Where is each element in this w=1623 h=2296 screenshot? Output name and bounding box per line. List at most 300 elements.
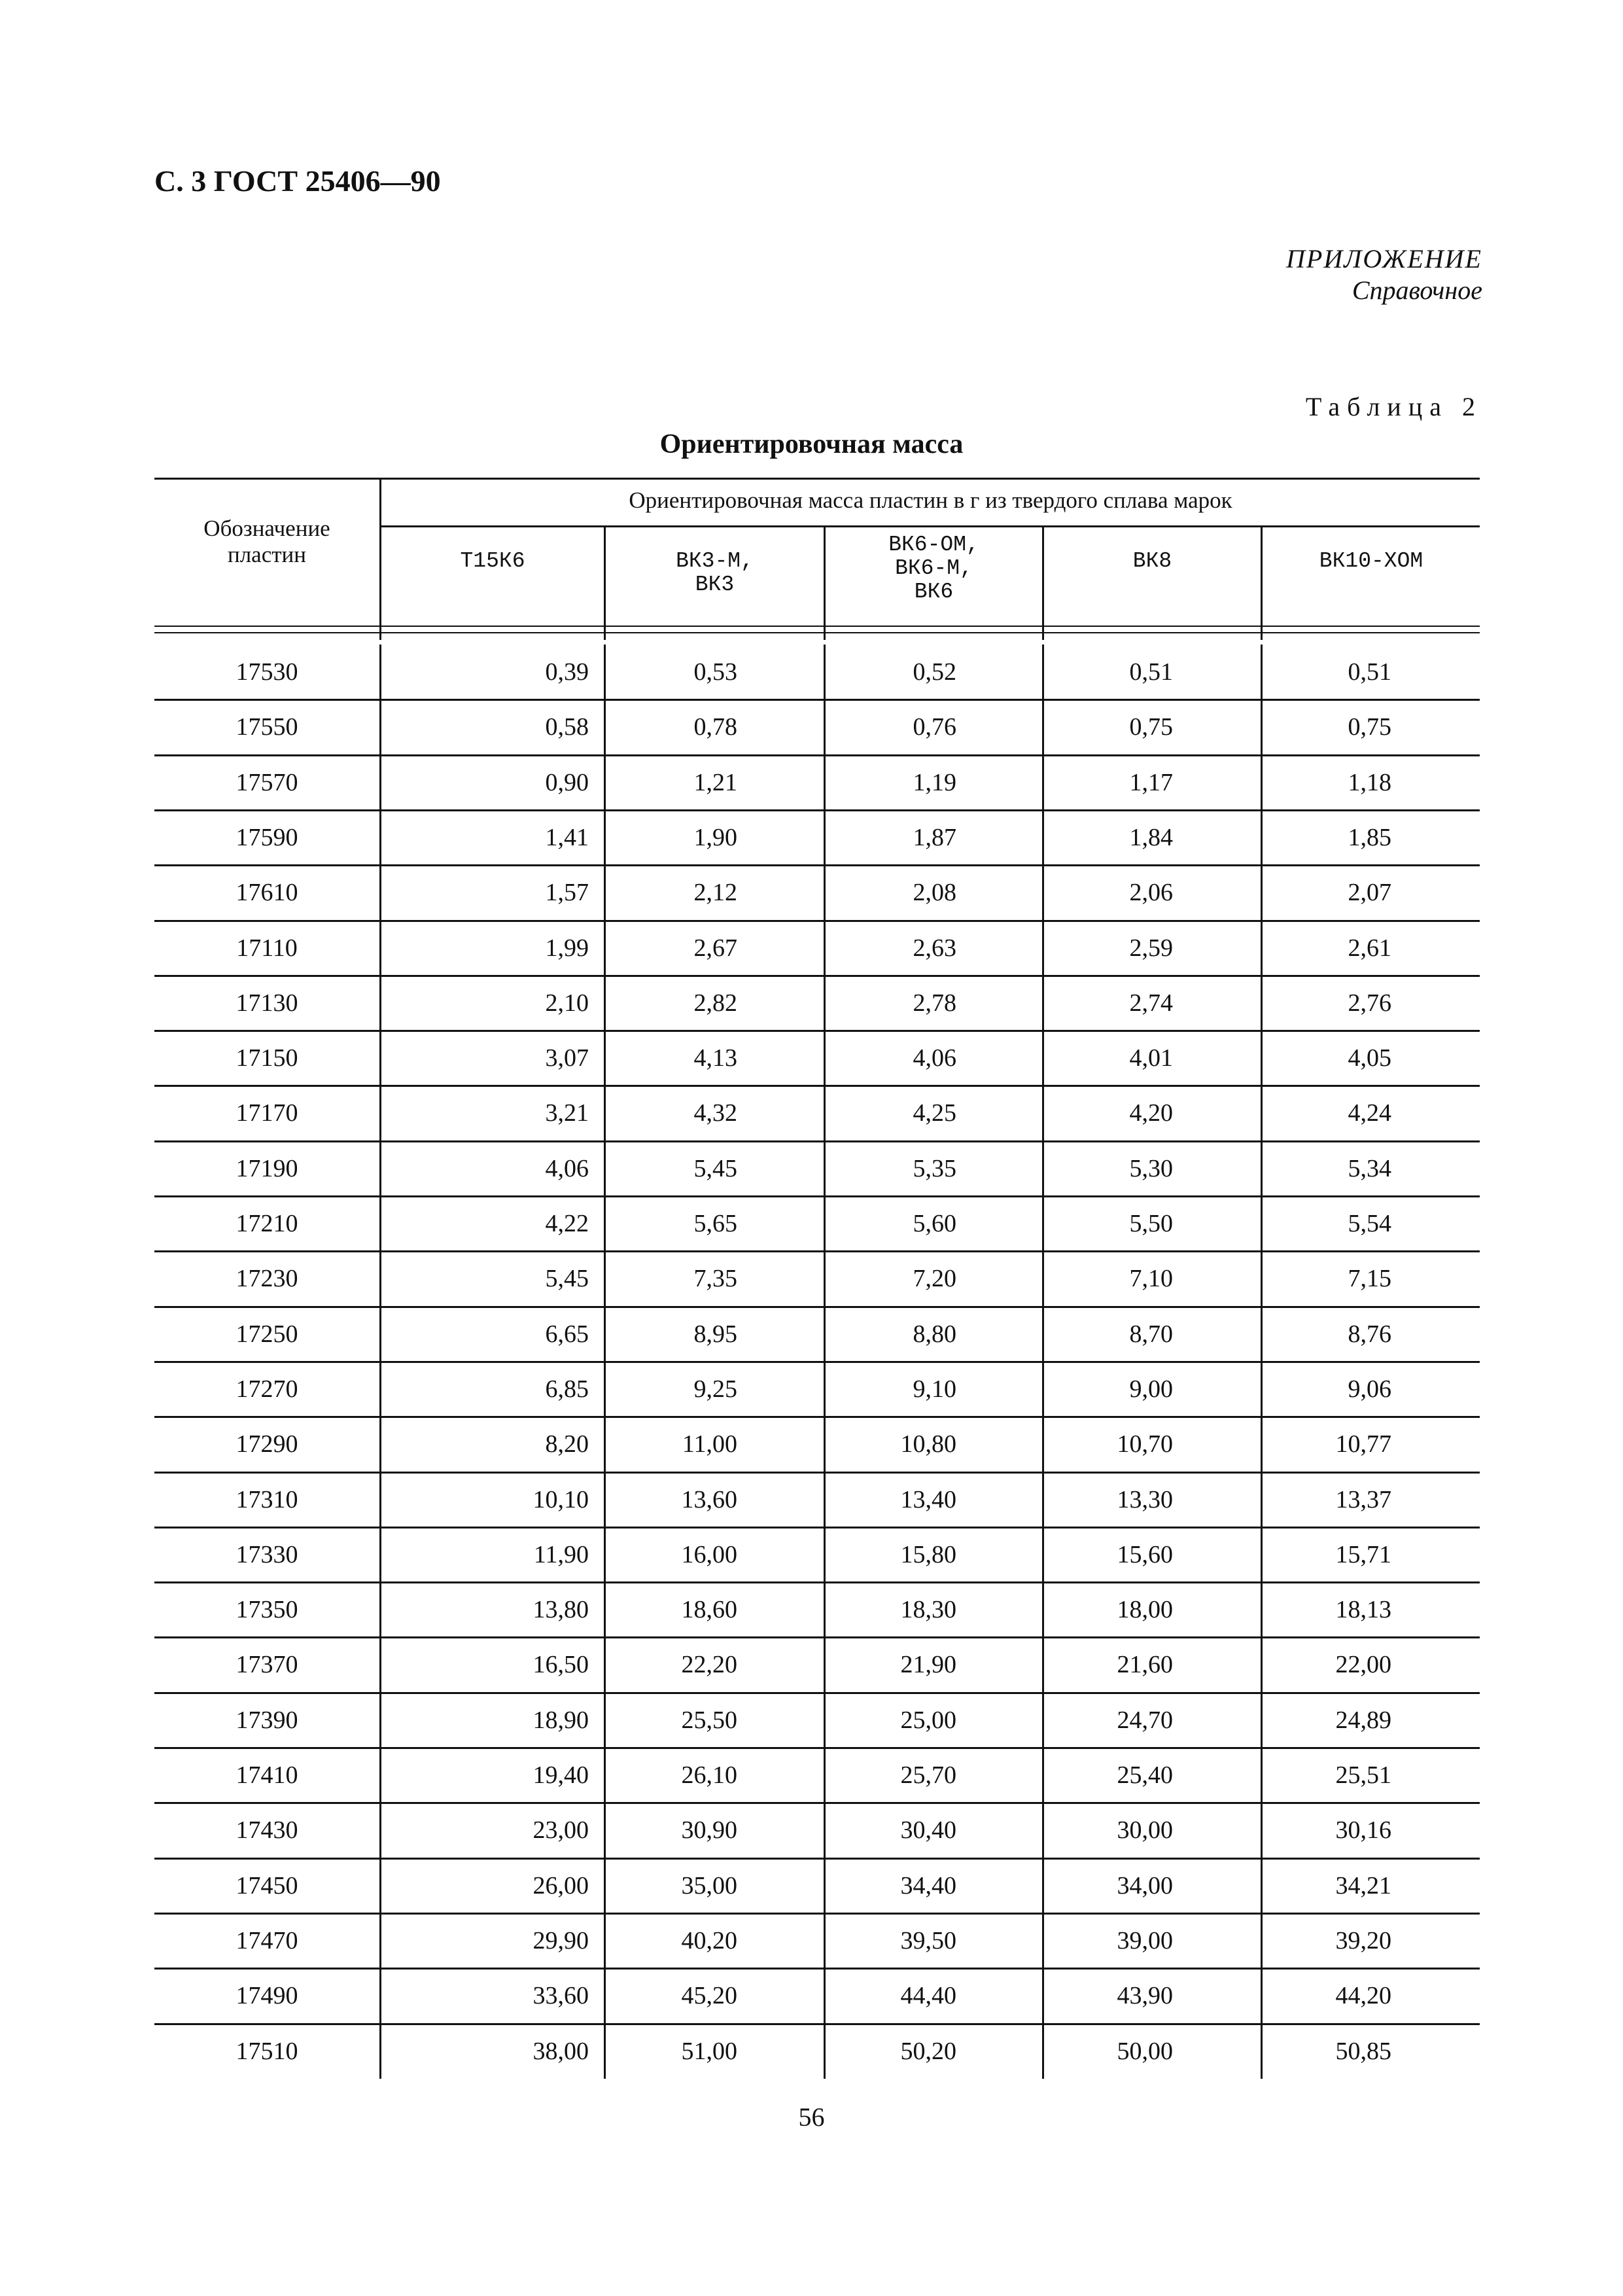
cell-plate-designation: 17250 bbox=[236, 1320, 298, 1348]
cell-mass-value: 5,45 bbox=[693, 1154, 737, 1182]
cell-mass-value: 10,77 bbox=[1335, 1430, 1391, 1458]
cell-mass-value: 50,85 bbox=[1335, 2037, 1391, 2065]
row-separator bbox=[154, 920, 1480, 922]
row-col-divider bbox=[604, 1472, 606, 1527]
row-separator bbox=[154, 864, 1480, 866]
row-col-divider bbox=[604, 1582, 606, 1637]
cell-mass-value: 39,20 bbox=[1335, 1926, 1391, 1954]
row-col-divider bbox=[604, 1141, 606, 1196]
cell-mass-value: 0,51 bbox=[1129, 658, 1173, 686]
cell-plate-designation: 17310 bbox=[236, 1485, 298, 1513]
row-col-divider bbox=[824, 1362, 826, 1417]
cell-mass-value: 18,90 bbox=[532, 1706, 589, 1734]
cell-mass-value: 9,10 bbox=[913, 1375, 956, 1403]
row-col-divider bbox=[1042, 1693, 1044, 1748]
row-col-divider bbox=[379, 1472, 381, 1527]
cell-mass-value: 1,18 bbox=[1348, 768, 1391, 796]
cell-mass-value: 25,00 bbox=[900, 1706, 956, 1734]
cell-mass-value: 1,84 bbox=[1129, 823, 1173, 851]
row-separator bbox=[154, 1361, 1480, 1363]
header-col-divider bbox=[1042, 525, 1044, 640]
row-col-divider bbox=[1042, 1637, 1044, 1692]
row-col-divider bbox=[604, 1362, 606, 1417]
row-separator bbox=[154, 1636, 1480, 1638]
row-col-divider bbox=[1261, 976, 1263, 1031]
cell-mass-value: 2,06 bbox=[1129, 879, 1173, 907]
row-col-divider bbox=[1261, 1582, 1263, 1637]
row-col-divider bbox=[604, 699, 606, 754]
cell-mass-value: 10,70 bbox=[1117, 1430, 1173, 1458]
cell-mass-value: 16,00 bbox=[681, 1540, 737, 1568]
cell-mass-value: 29,90 bbox=[532, 1926, 589, 1954]
row-col-divider bbox=[1261, 1913, 1263, 1968]
cell-mass-value: 1,19 bbox=[913, 768, 956, 796]
row-col-divider bbox=[604, 1086, 606, 1140]
row-col-divider bbox=[1261, 1196, 1263, 1251]
header-col-vk6: ВК6-ОМ, ВК6-М, ВК6 bbox=[888, 533, 979, 604]
cell-mass-value: 8,80 bbox=[913, 1320, 956, 1348]
row-col-divider bbox=[604, 976, 606, 1031]
cell-mass-value: 2,10 bbox=[545, 989, 589, 1017]
row-col-divider bbox=[604, 810, 606, 865]
cell-plate-designation: 17610 bbox=[236, 879, 298, 907]
row-col-divider bbox=[1042, 1968, 1044, 2023]
row-col-divider bbox=[824, 1582, 826, 1637]
cell-mass-value: 34,00 bbox=[1117, 1871, 1173, 1899]
row-col-divider bbox=[604, 645, 606, 699]
cell-mass-value: 5,30 bbox=[1129, 1154, 1173, 1182]
row-col-divider bbox=[604, 2024, 606, 2079]
row-col-divider bbox=[1042, 2024, 1044, 2079]
cell-mass-value: 1,90 bbox=[693, 823, 737, 851]
row-col-divider bbox=[604, 1417, 606, 1472]
row-col-divider bbox=[1261, 921, 1263, 976]
cell-mass-value: 1,85 bbox=[1348, 823, 1391, 851]
table-title: Ориентировочная масса bbox=[659, 429, 964, 459]
row-col-divider bbox=[604, 1968, 606, 2023]
cell-mass-value: 2,07 bbox=[1348, 879, 1391, 907]
row-separator bbox=[154, 1195, 1480, 1197]
cell-mass-value: 26,10 bbox=[681, 1761, 737, 1789]
row-col-divider bbox=[1261, 1472, 1263, 1527]
cell-mass-value: 8,76 bbox=[1348, 1320, 1391, 1348]
document-header-reference: С. 3 ГОСТ 25406—90 bbox=[154, 164, 441, 198]
cell-mass-value: 33,60 bbox=[532, 1982, 589, 2010]
row-col-divider bbox=[1042, 810, 1044, 865]
cell-mass-value: 2,82 bbox=[693, 989, 737, 1017]
cell-mass-value: 10,10 bbox=[532, 1485, 589, 1513]
row-col-divider bbox=[1042, 645, 1044, 699]
cell-mass-value: 18,00 bbox=[1117, 1596, 1173, 1624]
cell-mass-value: 34,21 bbox=[1335, 1871, 1391, 1899]
row-col-divider bbox=[1261, 865, 1263, 920]
row-col-divider bbox=[379, 1968, 381, 2023]
cell-mass-value: 35,00 bbox=[681, 1871, 737, 1899]
header-col-vk8: ВК8 bbox=[1132, 549, 1172, 573]
row-col-divider bbox=[824, 1527, 826, 1582]
row-col-divider bbox=[1042, 755, 1044, 810]
row-col-divider bbox=[1261, 1251, 1263, 1306]
appendix-subtitle: Справочное bbox=[1352, 275, 1482, 305]
row-separator bbox=[154, 1250, 1480, 1252]
cell-plate-designation: 17230 bbox=[236, 1265, 298, 1293]
row-col-divider bbox=[824, 699, 826, 754]
cell-plate-designation: 17350 bbox=[236, 1596, 298, 1624]
row-col-divider bbox=[824, 2024, 826, 2079]
table-number-label: Таблица 2 bbox=[1305, 392, 1482, 421]
row-col-divider bbox=[379, 755, 381, 810]
table-top-border bbox=[154, 478, 1480, 480]
row-col-divider bbox=[1261, 1693, 1263, 1748]
cell-plate-designation: 17210 bbox=[236, 1210, 298, 1237]
cell-mass-value: 30,40 bbox=[900, 1816, 956, 1845]
row-separator bbox=[154, 1802, 1480, 1804]
row-col-divider bbox=[604, 755, 606, 810]
cell-plate-designation: 17290 bbox=[236, 1430, 298, 1458]
row-col-divider bbox=[379, 1196, 381, 1251]
header-col-t15k6: Т15К6 bbox=[460, 549, 525, 573]
cell-plate-designation: 17490 bbox=[236, 1982, 298, 2010]
row-col-divider bbox=[379, 921, 381, 976]
row-col-divider bbox=[379, 1031, 381, 1086]
cell-mass-value: 5,34 bbox=[1348, 1154, 1391, 1182]
cell-plate-designation: 17150 bbox=[236, 1044, 298, 1072]
row-col-divider bbox=[824, 810, 826, 865]
row-col-divider bbox=[604, 1693, 606, 1748]
cell-plate-designation: 17530 bbox=[236, 658, 298, 686]
cell-mass-value: 30,16 bbox=[1335, 1816, 1391, 1845]
cell-mass-value: 9,25 bbox=[693, 1375, 737, 1403]
row-col-divider bbox=[1261, 1968, 1263, 2023]
cell-mass-value: 0,76 bbox=[913, 713, 956, 741]
cell-plate-designation: 17370 bbox=[236, 1651, 298, 1679]
row-col-divider bbox=[1042, 1196, 1044, 1251]
row-col-divider bbox=[1261, 1803, 1263, 1858]
cell-mass-value: 0,90 bbox=[545, 768, 589, 796]
row-col-divider bbox=[379, 699, 381, 754]
cell-mass-value: 50,00 bbox=[1117, 2037, 1173, 2065]
row-col-divider bbox=[604, 1196, 606, 1251]
row-col-divider bbox=[824, 921, 826, 976]
row-col-divider bbox=[379, 1637, 381, 1692]
row-col-divider bbox=[604, 1913, 606, 1968]
cell-mass-value: 7,15 bbox=[1348, 1265, 1391, 1293]
row-col-divider bbox=[1042, 699, 1044, 754]
row-col-divider bbox=[1261, 645, 1263, 699]
cell-mass-value: 5,50 bbox=[1129, 1210, 1173, 1237]
row-col-divider bbox=[379, 976, 381, 1031]
cell-mass-value: 7,20 bbox=[913, 1265, 956, 1293]
row-col-divider bbox=[1042, 1748, 1044, 1803]
row-col-divider bbox=[824, 1141, 826, 1196]
row-col-divider bbox=[1261, 1362, 1263, 1417]
cell-mass-value: 26,00 bbox=[532, 1871, 589, 1899]
cell-mass-value: 2,12 bbox=[693, 879, 737, 907]
cell-mass-value: 15,80 bbox=[900, 1540, 956, 1568]
row-col-divider bbox=[379, 1693, 381, 1748]
row-col-divider bbox=[824, 1968, 826, 2023]
cell-mass-value: 21,60 bbox=[1117, 1651, 1173, 1679]
cell-mass-value: 23,00 bbox=[532, 1816, 589, 1845]
cell-mass-value: 15,71 bbox=[1335, 1540, 1391, 1568]
row-col-divider bbox=[379, 1527, 381, 1582]
cell-plate-designation: 17270 bbox=[236, 1375, 298, 1403]
row-col-divider bbox=[379, 1251, 381, 1306]
row-separator bbox=[154, 1527, 1480, 1528]
row-col-divider bbox=[824, 1637, 826, 1692]
row-col-divider bbox=[824, 1748, 826, 1803]
cell-mass-value: 4,25 bbox=[913, 1099, 956, 1127]
cell-mass-value: 1,57 bbox=[545, 879, 589, 907]
row-separator bbox=[154, 1030, 1480, 1032]
row-col-divider bbox=[1042, 921, 1044, 976]
row-col-divider bbox=[1261, 1307, 1263, 1362]
row-col-divider bbox=[604, 1031, 606, 1086]
row-separator bbox=[154, 1692, 1480, 1694]
cell-mass-value: 8,70 bbox=[1129, 1320, 1173, 1348]
row-separator bbox=[154, 1968, 1480, 1969]
row-col-divider bbox=[1042, 1582, 1044, 1637]
cell-mass-value: 13,60 bbox=[681, 1485, 737, 1513]
row-separator bbox=[154, 1085, 1480, 1087]
cell-mass-value: 5,45 bbox=[545, 1265, 589, 1293]
cell-mass-value: 2,76 bbox=[1348, 989, 1391, 1017]
cell-mass-value: 22,00 bbox=[1335, 1651, 1391, 1679]
row-col-divider bbox=[1042, 1086, 1044, 1140]
cell-mass-value: 30,00 bbox=[1117, 1816, 1173, 1845]
cell-mass-value: 19,40 bbox=[532, 1761, 589, 1789]
cell-mass-value: 1,41 bbox=[545, 823, 589, 851]
cell-mass-value: 6,65 bbox=[545, 1320, 589, 1348]
row-col-divider bbox=[1261, 699, 1263, 754]
row-col-divider bbox=[824, 1251, 826, 1306]
row-col-divider bbox=[1042, 1417, 1044, 1472]
row-col-divider bbox=[1042, 1803, 1044, 1858]
row-col-divider bbox=[379, 1748, 381, 1803]
row-col-divider bbox=[604, 1307, 606, 1362]
cell-mass-value: 8,95 bbox=[693, 1320, 737, 1348]
row-separator bbox=[154, 1858, 1480, 1860]
row-col-divider bbox=[1261, 2024, 1263, 2079]
row-col-divider bbox=[824, 1307, 826, 1362]
row-separator bbox=[154, 699, 1480, 701]
row-col-divider bbox=[1042, 1031, 1044, 1086]
row-col-divider bbox=[1261, 810, 1263, 865]
cell-mass-value: 7,10 bbox=[1129, 1265, 1173, 1293]
row-col-divider bbox=[604, 1803, 606, 1858]
row-col-divider bbox=[1042, 1913, 1044, 1968]
row-col-divider bbox=[1042, 1251, 1044, 1306]
cell-plate-designation: 17570 bbox=[236, 768, 298, 796]
row-col-divider bbox=[824, 976, 826, 1031]
cell-mass-value: 4,24 bbox=[1348, 1099, 1391, 1127]
cell-mass-value: 44,20 bbox=[1335, 1982, 1391, 2010]
row-col-divider bbox=[1042, 976, 1044, 1031]
row-col-divider bbox=[1261, 1031, 1263, 1086]
cell-mass-value: 5,54 bbox=[1348, 1210, 1391, 1237]
row-col-divider bbox=[1261, 1858, 1263, 1913]
row-col-divider bbox=[379, 865, 381, 920]
row-col-divider bbox=[379, 1086, 381, 1140]
cell-mass-value: 21,90 bbox=[900, 1651, 956, 1679]
row-col-divider bbox=[604, 1858, 606, 1913]
row-col-divider bbox=[379, 1307, 381, 1362]
cell-plate-designation: 17410 bbox=[236, 1761, 298, 1789]
cell-mass-value: 3,21 bbox=[545, 1099, 589, 1127]
cell-mass-value: 2,63 bbox=[913, 934, 956, 962]
header-mass-group: Ориентировочная масса пластин в г из твердого сплава марок bbox=[629, 487, 1232, 513]
cell-mass-value: 39,50 bbox=[900, 1926, 956, 1954]
group-header-divider bbox=[379, 525, 1480, 527]
cell-mass-value: 1,99 bbox=[545, 934, 589, 962]
row-col-divider bbox=[1261, 1086, 1263, 1140]
cell-mass-value: 8,20 bbox=[545, 1430, 589, 1458]
row-col-divider bbox=[824, 865, 826, 920]
cell-plate-designation: 17390 bbox=[236, 1706, 298, 1734]
cell-plate-designation: 17330 bbox=[236, 1540, 298, 1568]
row-separator bbox=[154, 1140, 1480, 1142]
row-col-divider bbox=[1261, 1527, 1263, 1582]
cell-mass-value: 18,13 bbox=[1335, 1596, 1391, 1624]
cell-mass-value: 0,78 bbox=[693, 713, 737, 741]
row-col-divider bbox=[1261, 1417, 1263, 1472]
row-col-divider bbox=[604, 921, 606, 976]
header-col-vk3: ВК3-М, ВК3 bbox=[676, 549, 754, 597]
row-col-divider bbox=[1261, 1748, 1263, 1803]
cell-plate-designation: 17590 bbox=[236, 823, 298, 851]
cell-mass-value: 22,20 bbox=[681, 1651, 737, 1679]
cell-mass-value: 11,00 bbox=[682, 1430, 737, 1458]
row-col-divider bbox=[604, 1251, 606, 1306]
cell-mass-value: 43,90 bbox=[1117, 1982, 1173, 2010]
cell-mass-value: 13,37 bbox=[1335, 1485, 1391, 1513]
row-separator bbox=[154, 2023, 1480, 2025]
cell-plate-designation: 17550 bbox=[236, 713, 298, 741]
row-col-divider bbox=[379, 1417, 381, 1472]
cell-mass-value: 44,40 bbox=[900, 1982, 956, 2010]
cell-plate-designation: 17430 bbox=[236, 1816, 298, 1845]
header-col-divider bbox=[1261, 525, 1263, 640]
row-separator bbox=[154, 1581, 1480, 1583]
row-col-divider bbox=[1042, 1307, 1044, 1362]
cell-mass-value: 24,89 bbox=[1335, 1706, 1391, 1734]
cell-mass-value: 0,52 bbox=[913, 658, 956, 686]
cell-mass-value: 10,80 bbox=[900, 1430, 956, 1458]
cell-mass-value: 2,78 bbox=[913, 989, 956, 1017]
cell-plate-designation: 17110 bbox=[236, 934, 298, 962]
header-bottom-rule-2 bbox=[154, 632, 1480, 633]
cell-mass-value: 40,20 bbox=[681, 1926, 737, 1954]
row-separator bbox=[154, 809, 1480, 811]
cell-mass-value: 0,58 bbox=[545, 713, 589, 741]
row-col-divider bbox=[824, 1913, 826, 1968]
row-col-divider bbox=[379, 1582, 381, 1637]
cell-mass-value: 7,35 bbox=[693, 1265, 737, 1293]
cell-mass-value: 38,00 bbox=[532, 2037, 589, 2065]
cell-mass-value: 50,20 bbox=[900, 2037, 956, 2065]
row-separator bbox=[154, 754, 1480, 756]
row-col-divider bbox=[824, 755, 826, 810]
row-col-divider bbox=[824, 1086, 826, 1140]
cell-mass-value: 13,30 bbox=[1117, 1485, 1173, 1513]
cell-mass-value: 0,51 bbox=[1348, 658, 1391, 686]
cell-mass-value: 5,65 bbox=[693, 1210, 737, 1237]
row-col-divider bbox=[379, 1858, 381, 1913]
row-col-divider bbox=[824, 1196, 826, 1251]
cell-mass-value: 9,00 bbox=[1129, 1375, 1173, 1403]
cell-mass-value: 2,08 bbox=[913, 879, 956, 907]
cell-plate-designation: 17510 bbox=[236, 2037, 298, 2065]
cell-plate-designation: 17170 bbox=[236, 1099, 298, 1127]
cell-mass-value: 1,87 bbox=[913, 823, 956, 851]
cell-mass-value: 13,40 bbox=[900, 1485, 956, 1513]
cell-mass-value: 4,13 bbox=[693, 1044, 737, 1072]
row-col-divider bbox=[1042, 1141, 1044, 1196]
cell-mass-value: 30,90 bbox=[681, 1816, 737, 1845]
row-col-divider bbox=[604, 865, 606, 920]
header-bottom-rule-1 bbox=[154, 626, 1480, 627]
row-col-divider bbox=[1261, 755, 1263, 810]
row-col-divider bbox=[1042, 1362, 1044, 1417]
cell-mass-value: 5,35 bbox=[913, 1154, 956, 1182]
cell-mass-value: 0,39 bbox=[545, 658, 589, 686]
cell-mass-value: 25,50 bbox=[681, 1706, 737, 1734]
cell-mass-value: 13,80 bbox=[532, 1596, 589, 1624]
row-col-divider bbox=[379, 2024, 381, 2079]
row-separator bbox=[154, 975, 1480, 977]
header-col-vk10-xom: ВК10-ХОМ bbox=[1319, 549, 1423, 573]
cell-mass-value: 15,60 bbox=[1117, 1540, 1173, 1568]
cell-mass-value: 4,06 bbox=[545, 1154, 589, 1182]
row-separator bbox=[154, 1472, 1480, 1474]
cell-plate-designation: 17130 bbox=[236, 989, 298, 1017]
row-col-divider bbox=[824, 1858, 826, 1913]
cell-mass-value: 25,70 bbox=[900, 1761, 956, 1789]
cell-mass-value: 1,21 bbox=[693, 768, 737, 796]
cell-mass-value: 0,53 bbox=[693, 658, 737, 686]
row-col-divider bbox=[824, 1417, 826, 1472]
appendix-title: ПРИЛОЖЕНИЕ bbox=[1286, 244, 1482, 274]
cell-mass-value: 5,60 bbox=[913, 1210, 956, 1237]
header-plate-designation: Обозначение пластин bbox=[203, 516, 330, 567]
cell-mass-value: 4,32 bbox=[693, 1099, 737, 1127]
cell-mass-value: 45,20 bbox=[681, 1982, 737, 2010]
page-number: 56 bbox=[798, 2102, 825, 2132]
cell-mass-value: 16,50 bbox=[532, 1651, 589, 1679]
cell-mass-value: 0,75 bbox=[1129, 713, 1173, 741]
cell-mass-value: 2,59 bbox=[1129, 934, 1173, 962]
row-col-divider bbox=[379, 645, 381, 699]
row-col-divider bbox=[824, 1803, 826, 1858]
row-separator bbox=[154, 1416, 1480, 1418]
cell-mass-value: 24,70 bbox=[1117, 1706, 1173, 1734]
cell-mass-value: 11,90 bbox=[533, 1540, 589, 1568]
cell-mass-value: 0,75 bbox=[1348, 713, 1391, 741]
row-col-divider bbox=[379, 1141, 381, 1196]
appendix-label bbox=[1286, 243, 1482, 306]
cell-mass-value: 39,00 bbox=[1117, 1926, 1173, 1954]
cell-mass-value: 18,30 bbox=[900, 1596, 956, 1624]
row-separator bbox=[154, 1306, 1480, 1308]
row-col-divider bbox=[604, 1527, 606, 1582]
row-col-divider bbox=[1042, 1527, 1044, 1582]
cell-mass-value: 4,20 bbox=[1129, 1099, 1173, 1127]
cell-mass-value: 18,60 bbox=[681, 1596, 737, 1624]
row-col-divider bbox=[1042, 1858, 1044, 1913]
cell-mass-value: 34,40 bbox=[900, 1871, 956, 1899]
cell-mass-value: 2,67 bbox=[693, 934, 737, 962]
row-col-divider bbox=[604, 1637, 606, 1692]
